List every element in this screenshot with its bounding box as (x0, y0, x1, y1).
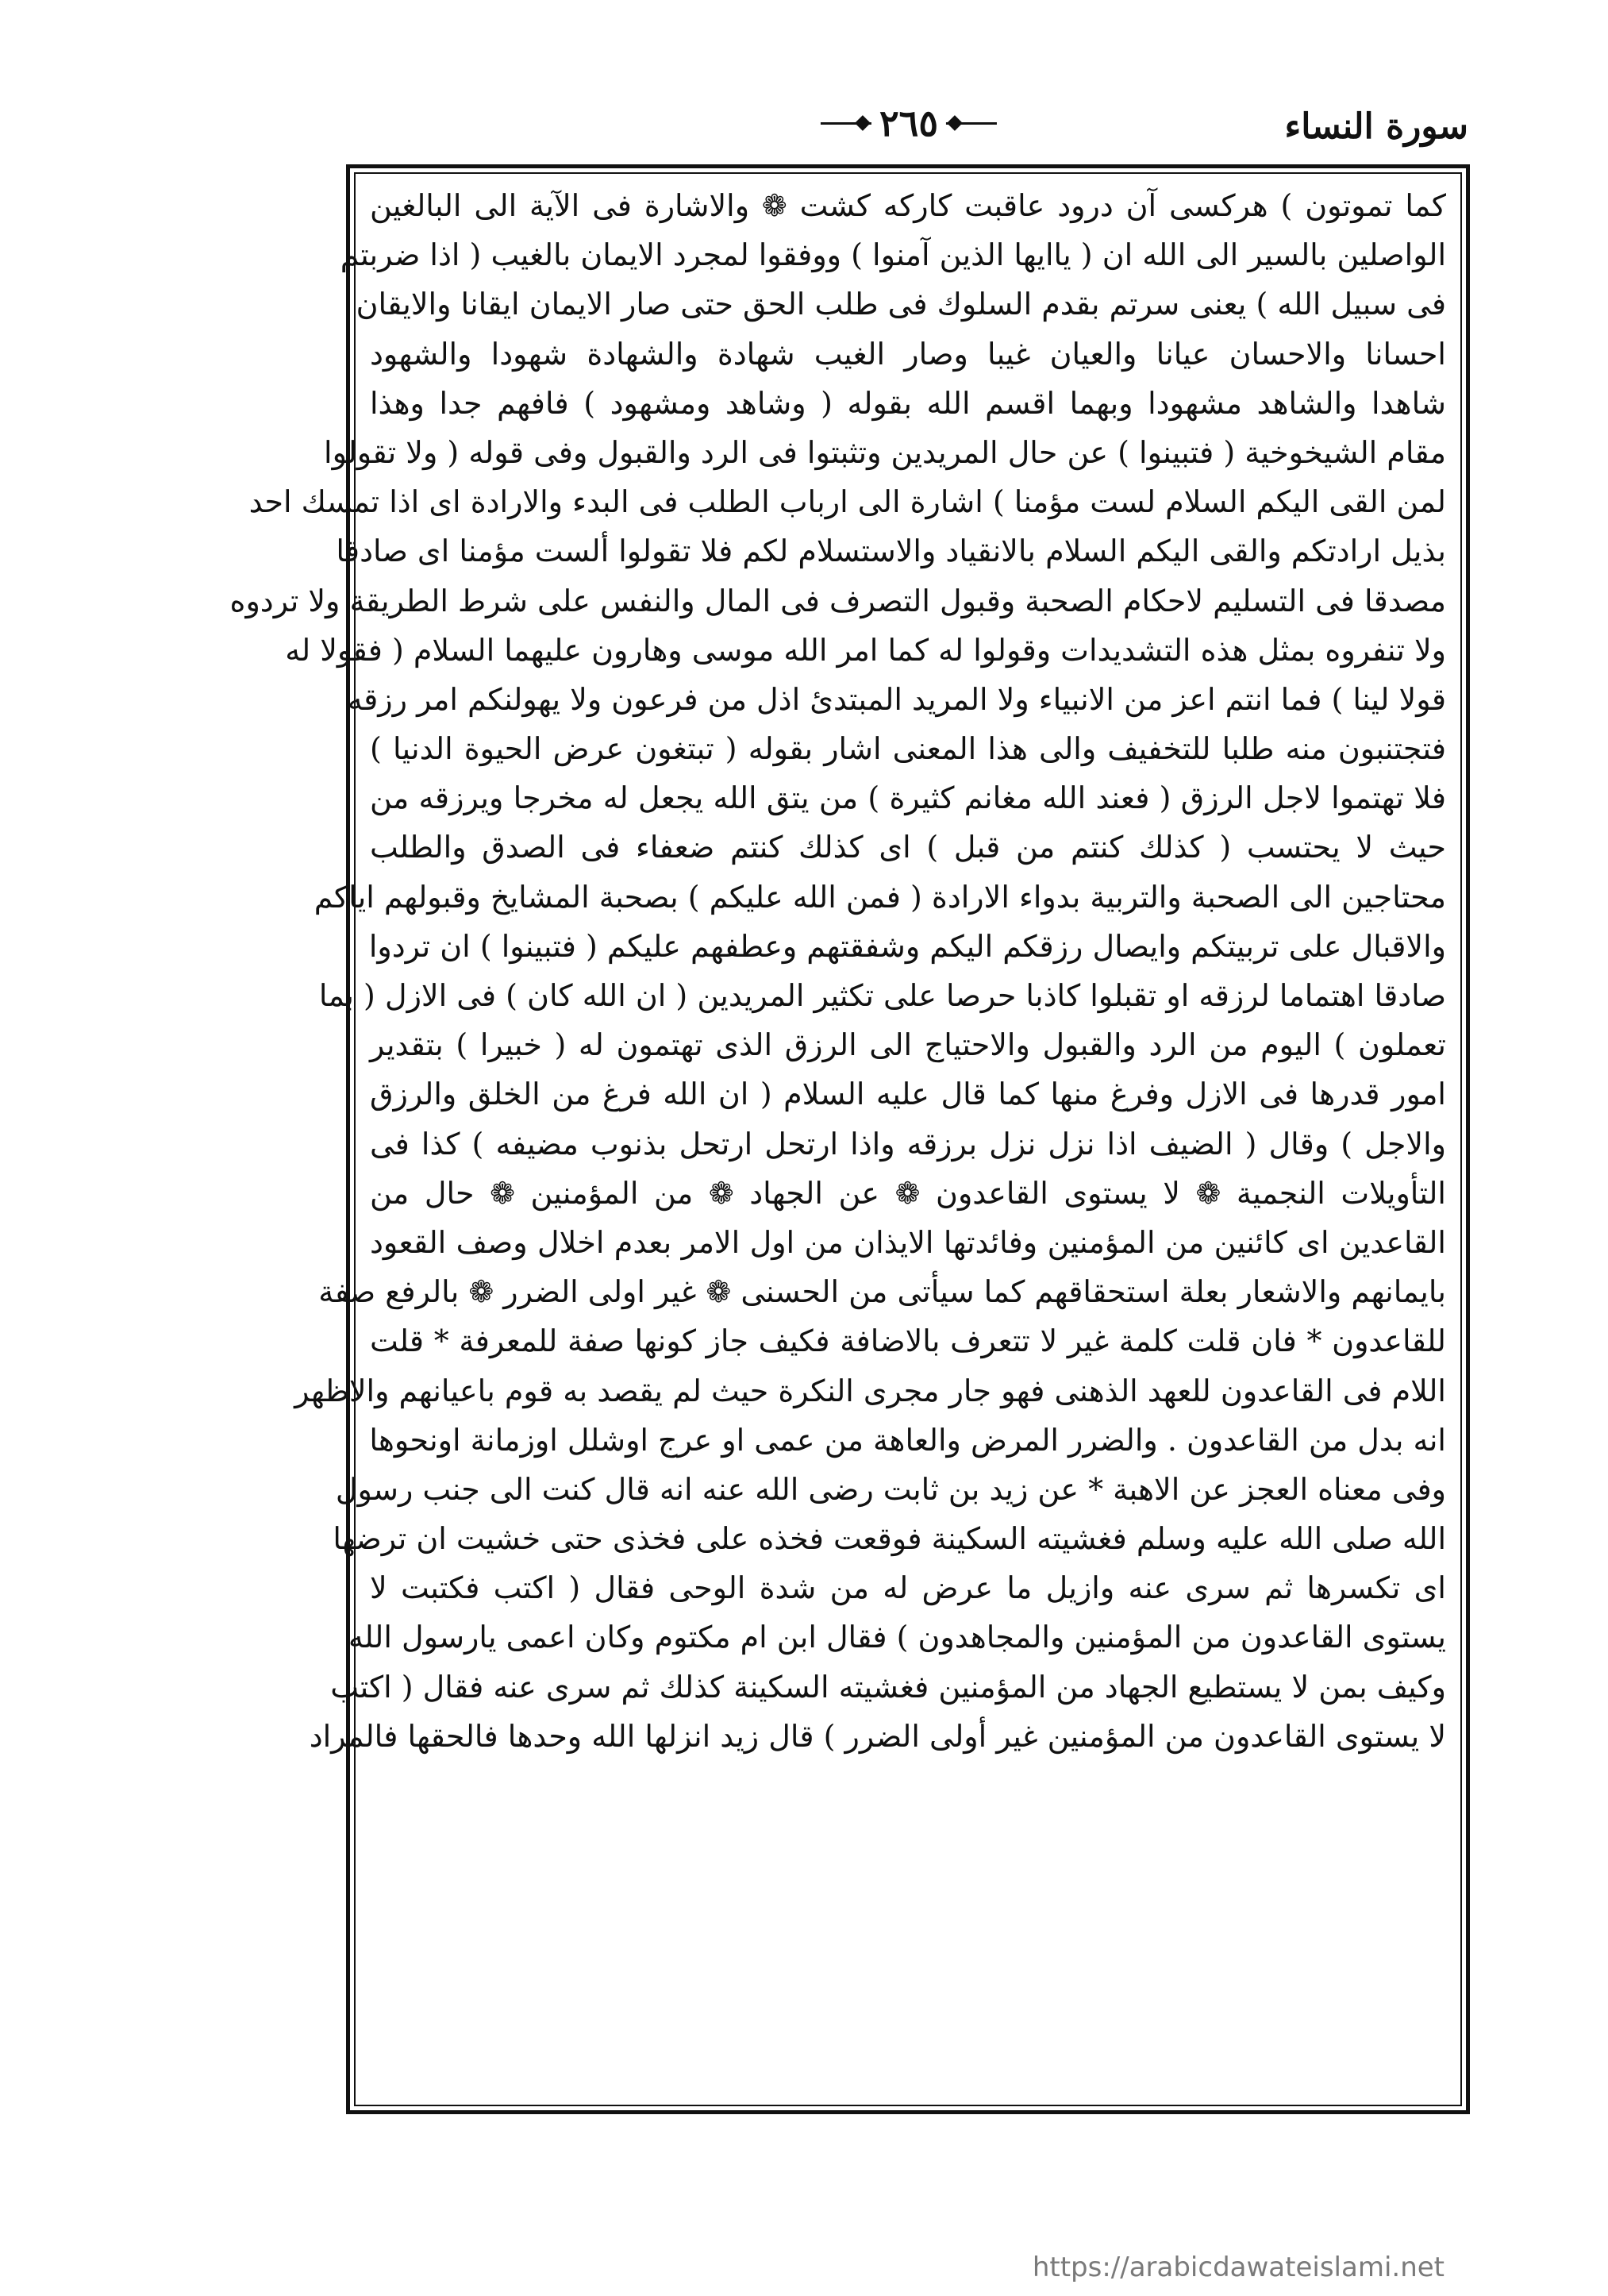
text-line: التأويلات النجمية ❁ لا يستوى القاعدون ❁ عن الجهاد ❁ من المؤمنين ❁ حال من (370, 1175, 1446, 1211)
text-line: اللام فى القاعدون للعهد الذهنى فهو جار مجرى النكرة حيث لم يقصد به قوم باعيانهم والاظهر (294, 1373, 1446, 1408)
text-line: لمن القى اليكم السلام لست مؤمنا ) اشارة الى ارباب الطلب فى البدء والارادة اى اذا تمسك احد (248, 484, 1446, 520)
text-line: اى تكسرها ثم سرى عنه وازيل ما عرض له من شدة الوحى فقال ( اكتب فكتبت لا (370, 1570, 1446, 1606)
text-line: وفى معناه العجز عن الاهبة * عن زيد بن ثابت رضى الله عنه انه قال كنت الى جنب رسول (335, 1471, 1446, 1507)
text-line: الواصلين بالسير الى الله ان ( ياايها الذين آمنوا ) ووفقوا لمجرد الايمان بالغيب ( اذا ضربتم (340, 237, 1446, 273)
text-line: فى سبيل الله ) يعنى سرتم بقدم السلوك فى طلب الحق حتى صار الايمان ايقانا والايقان (356, 287, 1446, 322)
text-line: محتاجين الى الصحبة والتربية بدواء الارادة ( فمن الله عليكم ) بصحبة المشايخ وقبولهم اياكم (314, 879, 1446, 915)
page-header (349, 102, 1468, 159)
body-text (229, 181, 1446, 1810)
text-line: فتجتنبون منه طلبا للتخفيف والى هذا المعنى اشار بقوله ( تبتغون عرض الحيوة الدنيا ) (370, 731, 1446, 767)
text-line: مقام الشيخوخية ( فتبينوا ) عن حال المريدين وتثبتوا فى الرد والقبول وفى قوله ( ولا تقولوا (324, 434, 1446, 470)
text-line: بايمانهم والاشعار بعلة استحقاقهم كما سيأتى من الحسنى ❁ غير اولى الضرر ❁ بالرفع صفة (318, 1274, 1446, 1310)
text-line: ولا تنفروه بمثل هذه التشديدات وقولوا له كما امر الله موسى وهارون عليهما السلام ( فقولا له (285, 632, 1446, 668)
text-line: قولا لينا ) فما انتم اعز من الانبياء ولا المريد المبتدئ اذل من فرعون ولا يهولنكم امر رزقه (347, 681, 1446, 717)
watermark-url: https://arabicdawateislami.net (1032, 2252, 1445, 2283)
text-line: شاهدا والشاهد مشهودا وبهما اقسم الله بقوله ( وشاهد ومشهود ) فافهم جدا وهذا (370, 385, 1446, 421)
text-line: بذيل ارادتكم والقى اليكم السلام بالانقياد والاستسلام لكم فلا تقولوا ألست مؤمنا اى صادقا (336, 534, 1446, 569)
text-line: حيث لا يحتسب ( كذلك كنتم من قبل ) اى كذلك كنتم ضعفاء فى الصدق والطلب (370, 830, 1446, 865)
text-line: وكيف بمن لا يستطيع الجهاد من المؤمنين فغشيته السكينة كذلك ثم سرى عنه فقال ( اكتب (330, 1669, 1446, 1705)
text-line: الله صلى الله عليه وسلم فغشيته السكينة فوقعت فخذه على فخذى حتى خشيت ان ترضها (333, 1521, 1446, 1557)
page-number-block (821, 102, 997, 144)
text-line: كما تموتون ) هركسى آن درود عاقبت كاركه كشت ❁ والاشارة فى الآية الى البالغين (370, 188, 1446, 223)
text-line: احسانا والاحسان عيانا والعيان غيبا وصار الغيب شهادة والشهادة شهودا والشهود (370, 336, 1446, 372)
text-line: لا يستوى القاعدون من المؤمنين غير أولى الضرر ) قال زيد انزلها الله وحدها فالحقها فالمراد (309, 1718, 1446, 1754)
text-line: فلا تهتموا لاجل الرزق ( فعند الله مغانم كثيرة ) من يتق الله يجعل له مخرجا ويرزقه من (370, 780, 1446, 816)
text-line: والاقبال على تربيتكم وايصال رزقكم اليكم وشفقتهم وعطفهم عليكم ( فتبينوا ) ان تردوا (368, 928, 1446, 964)
text-line: والاجل ) وقال ( الضيف اذا نزل نزل برزقه واذا ارتحل ارتحل بذنوب مضيفه ) كذا فى (370, 1126, 1446, 1161)
text-line (370, 1761, 1446, 1810)
text-line: يستوى القاعدون من المؤمنين والمجاهدون ) فقال ابن ام مكتوم وكان اعمى يارسول الله (348, 1620, 1446, 1655)
text-line: مصدقا فى التسليم لاحكام الصحبة وقبول التصرف فى المال والنفس على شرط الطريقة ولا تردوه (229, 583, 1446, 618)
page-number: ٢٦٥ (879, 102, 939, 144)
text-line: انه بدل من القاعدون . والضرر المرض والعاهة من عمى او عرج اوشلل اوزمانة اونحوها (369, 1422, 1446, 1458)
text-line: تعملون ) اليوم من الرد والقبول والاحتياج الى الرزق الذى تهتمون له ( خبيرا ) بتقدير (370, 1027, 1446, 1063)
ornament-left-icon (821, 117, 871, 129)
text-line: القاعدين اى كائنين من المؤمنين وفائدتها الايذان من اول الامر بعدم اخلال وصف القعود (370, 1224, 1446, 1260)
ornament-right-icon (946, 117, 997, 129)
surah-title: سورة النساء (1284, 106, 1468, 147)
text-line: للقاعدون * فان قلت كلمة غير لا تتعرف بالاضافة فكيف جاز كونها صفة للمعرفة * قلت (370, 1323, 1446, 1359)
text-line: صادقا اهتماما لرزقه او تقبلوا كاذبا حرصا على تكثير المريدين ( ان الله كان ) فى الازل ( بما (318, 978, 1446, 1013)
text-line: امور قدرها فى الازل وفرغ منها كما قال عليه السلام ( ان الله فرغ من الخلق والرزق (370, 1077, 1446, 1112)
